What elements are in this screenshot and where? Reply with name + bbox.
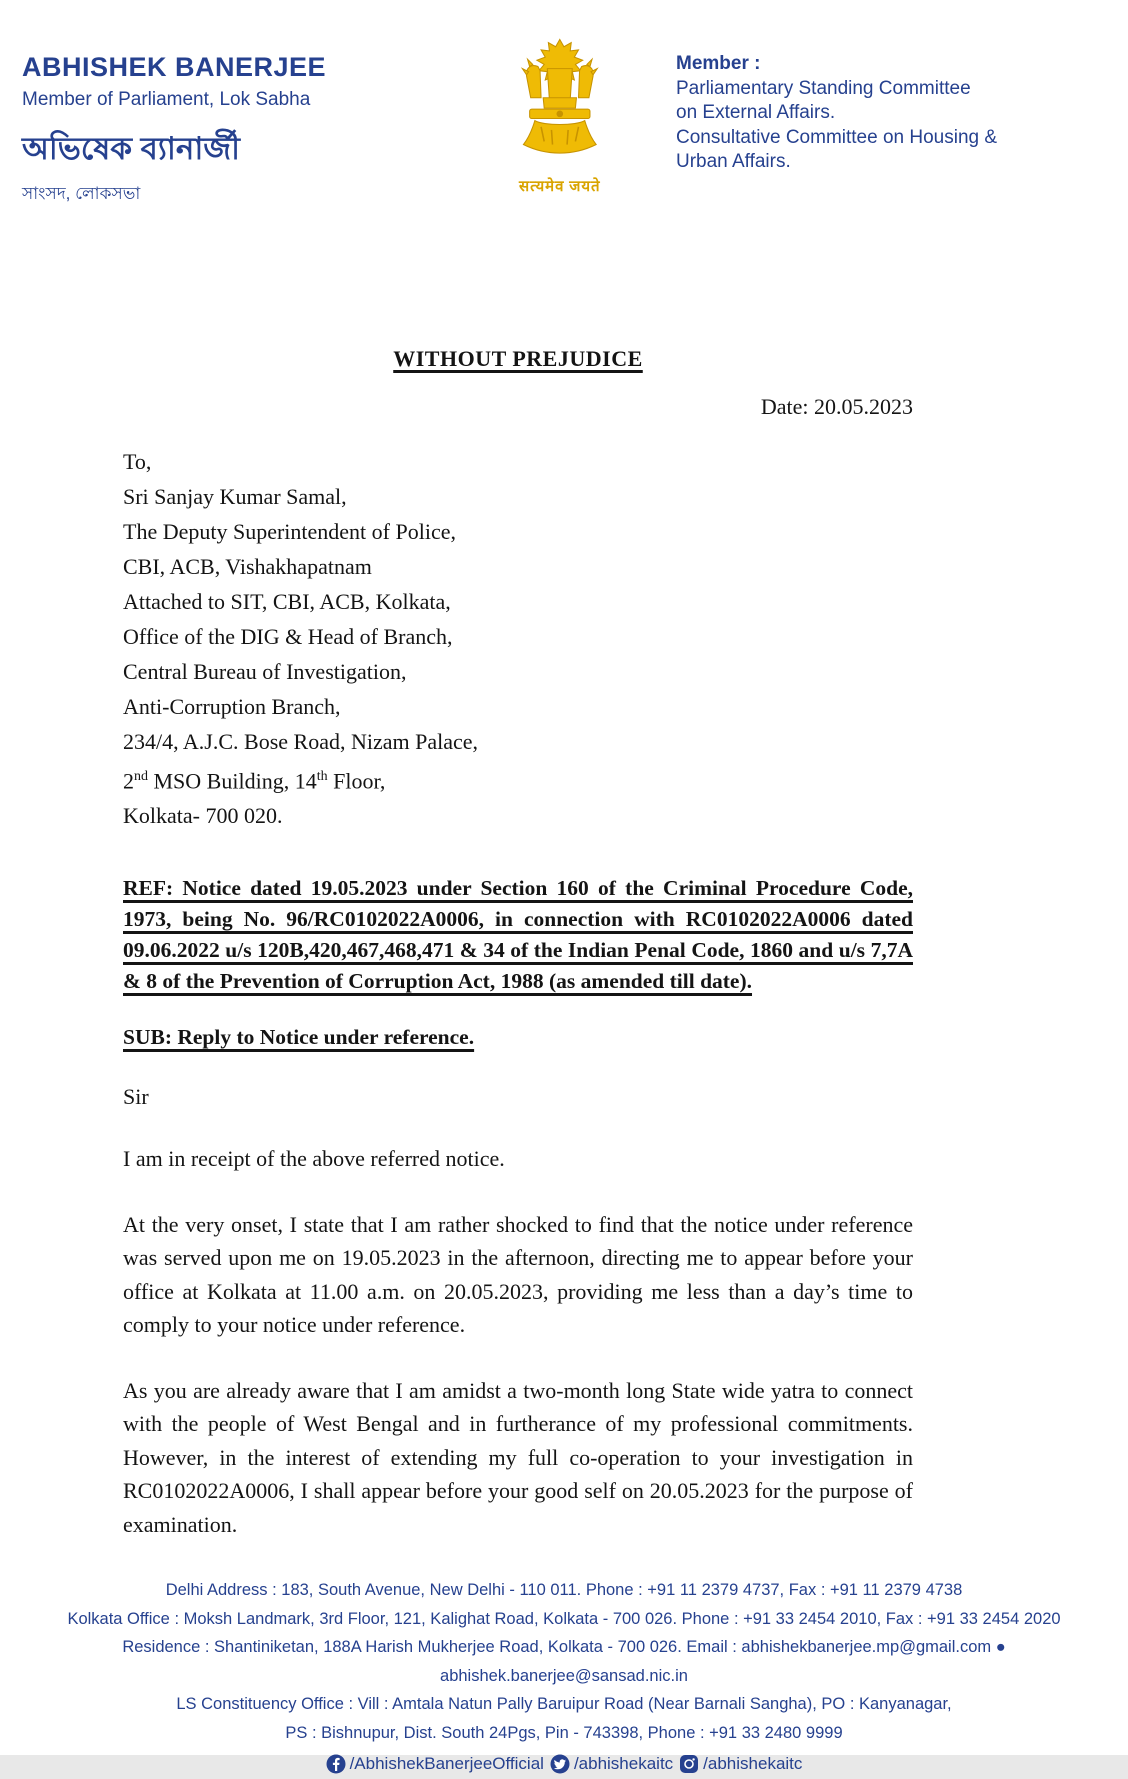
instagram-handle: /abhishekaitc: [679, 1750, 802, 1779]
address-line: Kolkata- 700 020.: [123, 803, 283, 829]
mp-title-bengali: সাংসদ, লোকসভা: [22, 184, 141, 203]
member-line: Urban Affairs.: [676, 151, 791, 172]
addressee-block: [123, 444, 913, 833]
twitter-icon: [550, 1754, 570, 1774]
member-line: on External Affairs.: [676, 102, 836, 123]
facebook-icon: [326, 1754, 346, 1774]
mp-name-bengali: অভিষেক ব্যানার্জী: [22, 131, 240, 166]
address-line: Attached to SIT, CBI, ACB, Kolkata,: [123, 589, 451, 614]
letterhead: [0, 0, 1128, 250]
instagram-icon: [679, 1754, 699, 1774]
address-line: Central Bureau of Investigation,: [123, 659, 407, 684]
mp-title: Member of Parliament, Lok Sabha: [22, 89, 311, 110]
address-line: CBI, ACB, Vishakhapatnam: [123, 554, 372, 579]
national-emblem: [490, 36, 630, 196]
address-line: To,: [123, 449, 152, 474]
body-paragraph: At the very onset, I state that I am rather shocked to find that the notice under reference was served upon me on 19.05.2023 in the afternoon, directing me to appear before your office at Kolkata at 11.00 a.m. on 20.05.2023, providing me less than a day’s time to comply to your notice under reference.: [123, 1211, 913, 1338]
letterhead-left-block: [22, 52, 326, 209]
address-line-mso: 2nd MSO Building, 14th Floor,: [123, 768, 386, 794]
salutation: Sir: [123, 1084, 149, 1110]
letterhead-member-block: [676, 52, 1016, 175]
address-line: Office of the DIG & Head of Branch,: [123, 624, 453, 649]
address-line: Sri Sanjay Kumar Samal,: [123, 484, 347, 509]
footer-line-constituency-office: LS Constituency Office : Vill : Amtala Natun Pally Baruipur Road (Near Barnali Sangha), PO : Kanyanagar,: [176, 1695, 952, 1713]
address-line: 234/4, A.J.C. Bose Road, Nizam Palace,: [123, 729, 479, 754]
subject-line: SUB: Reply to Notice under reference.: [123, 1025, 475, 1050]
twitter-handle: /abhishekaitc: [550, 1750, 673, 1779]
member-line: Consultative Committee on Housing &: [676, 126, 998, 148]
ashoka-lion-capital-icon: [490, 36, 630, 174]
footer-line-ps-phone: PS : Bishnupur, Dist. South 24Pgs, Pin - 743398, Phone : +91 33 2480 9999: [285, 1723, 843, 1742]
member-line: Parliamentary Standing Committee: [676, 77, 971, 99]
social-handles-row: [0, 1750, 1128, 1779]
member-heading: Member :: [676, 53, 761, 74]
footer-line-residence-email: Residence : Shantiniketan, 188A Harish Mukherjee Road, Kolkata - 700 026. Email : abhishekbanerjee.mp@gmail.com ● abhishek.banerjee@sansad.nic.in: [122, 1638, 1006, 1685]
without-prejudice-heading: WITHOUT PREJUDICE: [393, 346, 643, 371]
reference-block: REF: Notice dated 19.05.2023 under Section 160 of the Criminal Procedure Code, 1973, being No. 96/RC0102022A0006, in connection with RC0102022A0006 dated 09.06.2022 u/s 120B,420,467,468,471 & 34 of the Indian Penal Code, 1860 and u/s 7,7A & 8 of the Prevention of Corruption Act, 1988 (as amended till date).: [123, 876, 913, 994]
mp-name: ABHISHEK BANERJEE: [22, 52, 327, 82]
address-line: Anti-Corruption Branch,: [123, 694, 341, 719]
letter-content: [123, 346, 913, 1541]
address-line: The Deputy Superintendent of Police,: [123, 519, 456, 544]
footer-line-kolkata-office: Kolkata Office : Moksh Landmark, 3rd Floor, 121, Kalighat Road, Kolkata - 700 026. Phone : +91 33 2454 2010, Fax : +91 33 2454 2020: [67, 1609, 1061, 1628]
letterhead-footer: [0, 1576, 1128, 1779]
body-paragraph: I am in receipt of the above referred notice.: [123, 1146, 505, 1172]
footer-line-delhi-address: Delhi Address : 183, South Avenue, New Delhi - 110 011. Phone : +91 11 2379 4737, Fax : +91 11 2379 4738: [165, 1581, 963, 1599]
letter-date: Date: 20.05.2023: [760, 394, 913, 419]
body-paragraph: As you are already aware that I am amidst a two-month long State wide yatra to connect with the people of West Bengal and in furtherance of my professional commitments. However, in the interest of extending my full co-operation to your investigation in RC0102022A0006, I shall appear before your good self on 20.05.2023 for the purpose of examination.: [123, 1377, 913, 1537]
satyameva-jayate-motto: सत्यमेव जयते: [518, 179, 601, 195]
facebook-handle: /AbhishekBanerjeeOfficial: [326, 1750, 544, 1779]
